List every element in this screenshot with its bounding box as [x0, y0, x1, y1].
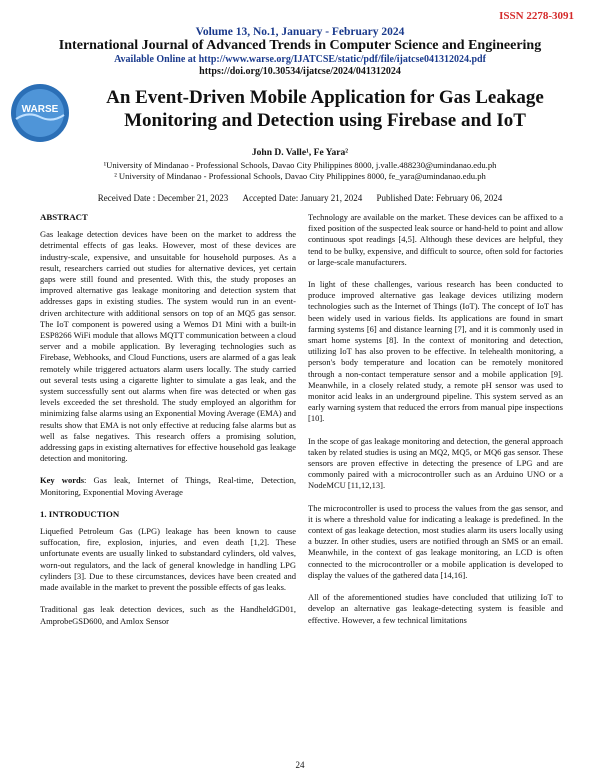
- publication-dates: [0, 193, 600, 203]
- affiliation-2: ² University of Mindanao - Professional Schools, Davao City Philippines 8000, fe_yara@umindanao.edu.ph: [114, 171, 486, 181]
- right-paragraph-3: In the scope of gas leakage monitoring and detection, the general approach taken by related studies is using an MQ2, MQ5, or MQ6 gas sensor. These sensors are proven effective in detecting the presence of LPG and are commonly paired with a microcontroller such as an Arduino UNO or a NodeMCU [11,12,13].: [308, 435, 563, 491]
- authors: John D. Valle¹, Fe Yara²: [251, 148, 349, 158]
- intro-paragraph-1: Liquefied Petroleum Gas (LPG) leakage has been known to cause suffocation, fire, explosion, injuries, and even death [1,2]. These unfortunate events are usually linked to substandard cylinders, old valves, worn-out regulators, and the lack of general knowledge in handling LPG cylinders [3]. Due to these circumstances, devices have been created and made available in the market to prevent the possible effects of gas leaks.: [40, 526, 296, 593]
- abstract-text: Gas leakage detection devices have been on the market to address the detrimental effects of gas leaks. However, most of these devices are industry-scale, expensive, and unsuitable for household purposes. As a result, researchers carried out studies for alternative devices, yet certain gaps were still found and presented. With this, the study proposes an improved alternative gas leakage monitoring and detection system that addresses gaps in existing studies. The system would run in an event-driven architecture with additional sensors on top of an MQ5 gas sensor. The IoT component is powered using a Wemos D1 Mini with a built-in ESP8266 WiFi module that allows MQTT communication between a cloud server and a mobile application. By leveraging technologies such as Firebase, Webhooks, and Cloud Functions, users are alarmed of a gas leak remotely while triggered actuators alarm users locally. The study carried out several tests using a cigarette lighter to simulate a gas leak, and the system successfully sent out alarms when fire was detected or when gas levels exceeded the set threshold. The study employed an algorithm for minimizing false alarms using an Exponential Moving Average (EMA) and results show that EMA is not only effective at reducing false alarms but as well as false negatives. This research offers a promising solution, addressing gaps in existing alternatives for effective household gas leakage detection and monitoring.: [40, 229, 296, 464]
- doi-link[interactable]: https://doi.org/10.30534/ijatcse/2024/041312024: [199, 66, 401, 77]
- accepted-date: Accepted Date: January 21, 2024: [242, 193, 363, 203]
- page-number: 24: [295, 760, 305, 770]
- keywords-text: : Gas leak, Internet of Things, Real-time, Detection, Monitoring, Exponential Moving Average: [40, 475, 296, 497]
- svg-text:WARSE: WARSE: [21, 104, 59, 115]
- affiliation-1: ¹University of Mindanao - Professional Schools, Davao City Philippines 8000, j.valle.488230@umindanao.edu.ph: [103, 160, 497, 170]
- right-paragraph-5: All of the aforementioned studies have concluded that utilizing IoT to develop an alternative gas leakage-detecting system is feasible and effective. However, a few technical limitations: [308, 592, 563, 625]
- volume-line: Volume 13, No.1, January - February 2024: [195, 26, 405, 38]
- published-date: Published Date: February 06, 2024: [376, 193, 503, 203]
- right-column: [308, 212, 563, 637]
- right-paragraph-1: Technology are available on the market. These devices can be affixed to a fixed position of the suspected leak source or hand-held to point and allow continuous spot readings [4,5]. Although these devices are helpful, they tend to be bulky, expensive, and difficult to source, often sold for factories or large-scale manufacturers.: [308, 212, 563, 267]
- right-paragraph-2: In light of these challenges, various research has been conducted to produce improved alternative gas leakage devices utilizing modern technologies such as the Internet of Things (IoT). The concept of IoT has been widely used in various fields. Its applications are found in smart farming systems [6] and distance learning [7], and it is commonly used in smart home systems [8]. In the context of monitoring and detection, utilizing IoT has also proven to be effective. In telehealth monitoring, a person's body temperature and location can be remotely monitored through a non-contact temperature sensor and a mobile application [9]. Meanwhile, in a closely related study, a remote pH sensor was used to monitor acid leaks in an underground pipeline. This system served as an early warning system that reduced the errors from manual pipe inspections [10].: [308, 279, 563, 424]
- intro-paragraph-2: Traditional gas leak detection devices, such as the HandheldGD01, AmprobeGSD600, and Amlox Sensor: [40, 604, 296, 626]
- available-online-link[interactable]: Available Online at http://www.warse.org/IJATCSE/static/pdf/file/ijatcse041312024.pdf: [114, 54, 486, 65]
- keywords: [40, 475, 296, 497]
- warse-logo: [10, 83, 70, 143]
- keywords-label: Key words: [40, 475, 85, 486]
- intro-heading: 1. INTRODUCTION: [40, 508, 120, 519]
- journal-name: International Journal of Advanced Trends in Computer Science and Engineering: [58, 38, 542, 53]
- received-date: Received Date : December 21, 2023: [97, 193, 229, 203]
- right-paragraph-4: The microcontroller is used to process the values from the gas sensor, and it is where a threshold value for indicating a leakage is predefined. In the context of gas leakage detection, most studies alarm its users locally using a buzzer. In other studies, users are notified through an SMS or an email. Meanwhile, in the context of gas leakage monitoring, an LCD is often connected to the microcontroller or a mobile application is developed to display the values of the gathered data [14,16].: [308, 502, 563, 580]
- issn: ISSN 2278-3091: [499, 10, 574, 22]
- paper-title: An Event-Driven Mobile Application for Gas Leakage Monitoring and Detection using Firebase and IoT: [106, 87, 544, 131]
- abstract-heading: ABSTRACT: [40, 212, 88, 222]
- left-column: [40, 212, 296, 638]
